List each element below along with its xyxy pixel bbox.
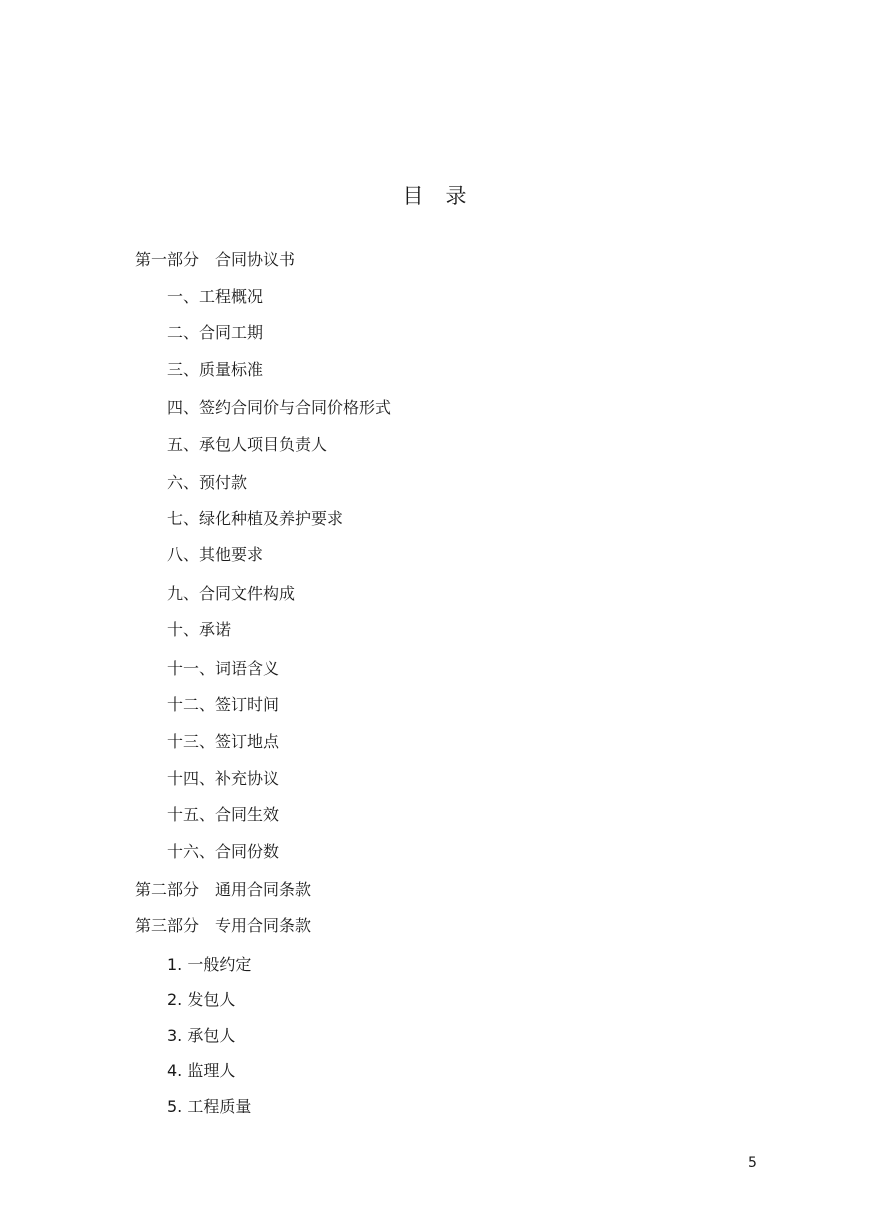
toc-sub-entry (167, 434, 327, 456)
toc-entry-text: 八、其他要求 (167, 545, 264, 564)
page-number: 5 (748, 1155, 757, 1171)
toc-entry-text: 一、工程概况 (167, 287, 264, 306)
toc-sub-entry (167, 954, 251, 976)
toc-entry-text: 四、签约合同价与合同价格形式 (167, 398, 392, 417)
toc-entry-text: 十四、补充协议 (167, 769, 280, 788)
toc-sub-entry (167, 841, 279, 863)
toc-sub-entry (167, 658, 279, 680)
toc-sub-entry (167, 989, 235, 1011)
toc-sub-entry (167, 768, 279, 790)
toc-entry-text: 十、承诺 (167, 620, 232, 639)
toc-entry-text: 5. 工程质量 (167, 1097, 252, 1116)
toc-sub-entry (167, 359, 263, 381)
toc-sub-entry (167, 1025, 235, 1047)
toc-sub-entry (167, 286, 263, 308)
toc-sub-entry (167, 804, 279, 826)
toc-sub-entry (167, 583, 295, 605)
title-char-2: 录 (445, 184, 467, 208)
toc-sub-entry (167, 322, 263, 344)
toc-entry-text: 2. 发包人 (167, 990, 236, 1009)
toc-entry-text: 通用合同条款 (215, 880, 312, 899)
toc-entry-text: 十六、合同份数 (167, 842, 280, 861)
toc-entry-text: 十二、签订时间 (167, 695, 280, 714)
toc-entry-text: 五、承包人项目负责人 (167, 435, 328, 454)
toc-sub-entry (167, 731, 279, 753)
toc-part-label: 第三部分 (135, 916, 200, 935)
toc-part-entry (135, 249, 295, 271)
toc-entry-text: 九、合同文件构成 (167, 584, 296, 603)
toc-entry-text: 三、质量标准 (167, 360, 264, 379)
toc-entry-text: 1. 一般约定 (167, 955, 252, 974)
toc-sub-entry (167, 1096, 251, 1118)
toc-sub-entry (167, 397, 391, 419)
toc-sub-entry (167, 1060, 235, 1082)
toc-part-label: 第一部分 (135, 250, 200, 269)
toc-part-entry (135, 915, 311, 937)
toc-sub-entry (167, 619, 231, 641)
toc-entry-text: 六、预付款 (167, 473, 248, 492)
toc-part-entry (135, 879, 311, 901)
title-char-1: 目 (402, 184, 424, 208)
toc-entry-text: 十五、合同生效 (167, 805, 280, 824)
toc-sub-entry (167, 508, 343, 530)
toc-sub-entry (167, 544, 263, 566)
toc-entry-text: 专用合同条款 (215, 916, 312, 935)
toc-entry-text: 十一、词语含义 (167, 659, 280, 678)
toc-entry-text: 七、绿化种植及养护要求 (167, 509, 344, 528)
toc-entry-text: 十三、签订地点 (167, 732, 280, 751)
toc-sub-entry (167, 694, 279, 716)
toc-entry-text: 3. 承包人 (167, 1026, 236, 1045)
toc-entry-text: 4. 监理人 (167, 1061, 236, 1080)
toc-entry-text: 二、合同工期 (167, 323, 264, 342)
toc-sub-entry (167, 472, 247, 494)
toc-part-label: 第二部分 (135, 880, 200, 899)
toc-entry-text: 合同协议书 (215, 250, 296, 269)
